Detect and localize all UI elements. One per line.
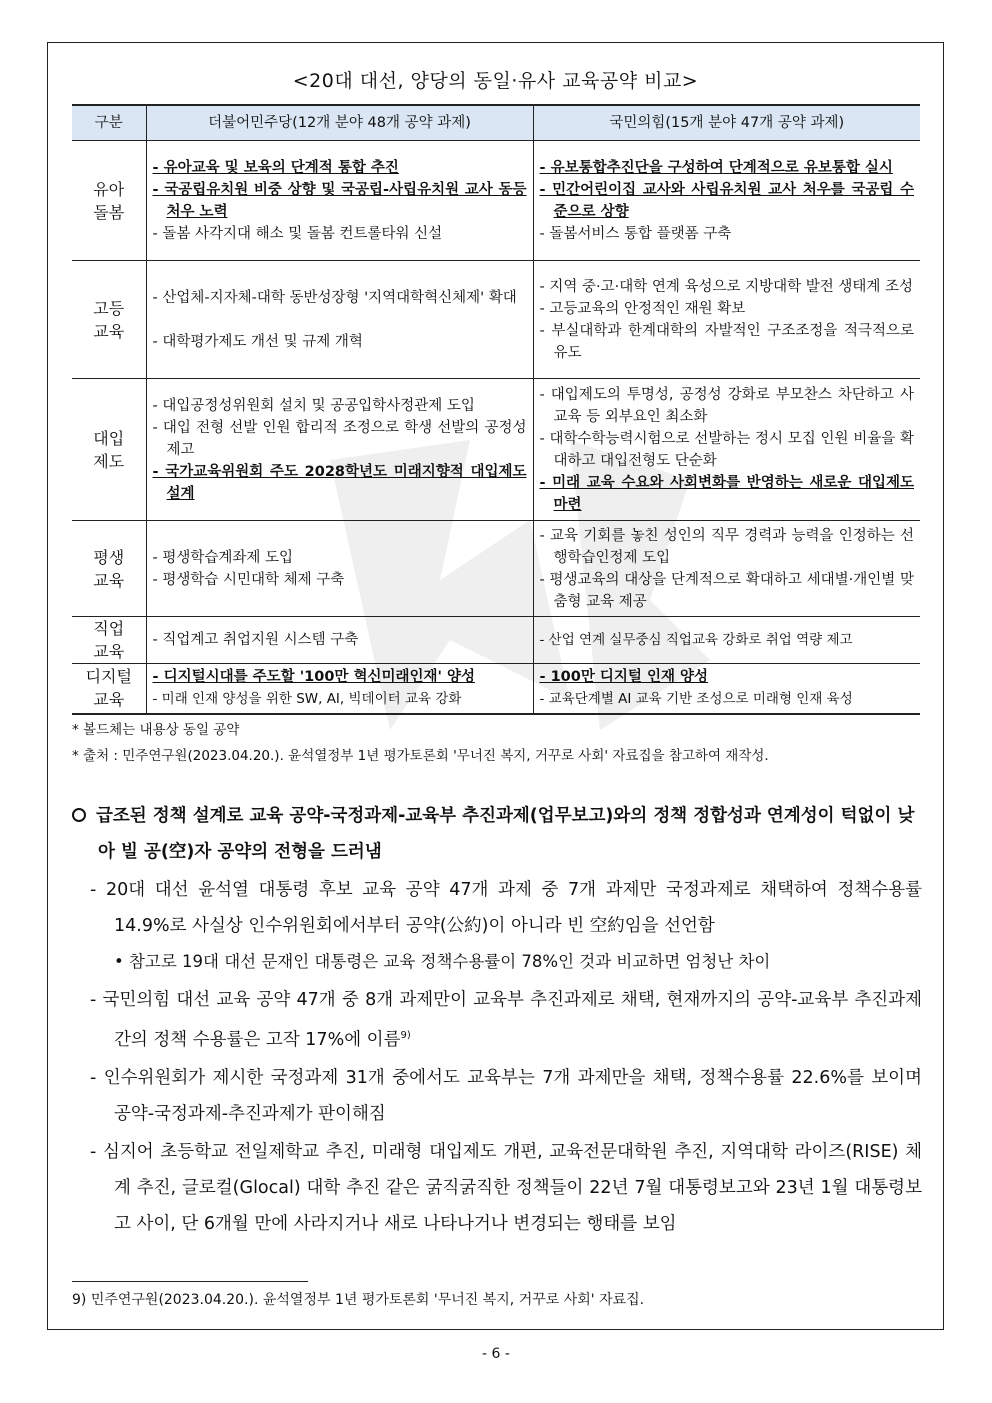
row-category: 고등 교육 xyxy=(72,261,146,379)
analysis-section xyxy=(72,798,922,1242)
pledge-item: - 지역 중·고·대학 연계 육성으로 지방대학 발전 생태계 조성 xyxy=(539,278,913,295)
pledge-item: - 고등교육의 안정적인 재원 확보 xyxy=(539,300,746,317)
footnote: 9) 민주연구원(2023.04.20.). 윤석열정부 1년 평가토론회 '무너진 복지, 거꾸로 사회' 자료집. xyxy=(72,1292,645,1308)
pledge-item: - 평생학습 시민대학 체제 구축 xyxy=(152,571,345,588)
dem-pledges xyxy=(146,261,533,379)
pledge-item: - 유아교육 및 보육의 단계적 통합 추진 xyxy=(152,159,399,176)
header-democratic-party: 더불어민주당(12개 분야 48개 공약 과제) xyxy=(146,105,533,141)
ppp-pledges xyxy=(533,141,920,261)
dem-pledges xyxy=(146,664,533,714)
section-heading: 급조된 정책 설계로 교육 공약-국정과제-교육부 추진과제(업무보고)와의 정책 정합성과 연계성이 턱없이 낮아 빌 공(空)자 공약의 전형을 드러냄 xyxy=(72,798,922,870)
paragraph: - 국민의힘 대선 교육 공약 47개 중 8개 과제만이 교육부 추진과제로 채택, 현재까지의 공약-교육부 추진과제 간의 정책 수용률은 고작 17%에 이름$^{9)}$ xyxy=(90,990,922,1050)
pledge-item: - 부실대학과 한계대학의 자발적인 구조조정을 적극적으로 유도 xyxy=(539,322,914,361)
footnote-ref[interactable]: 9) xyxy=(400,1030,411,1041)
pledge-item: - 미래 교육 수요와 사회변화를 반영하는 새로운 대입제도 마련 xyxy=(539,474,914,513)
pledge-item: - 산업체-지자체-대학 동반성장형 '지역대학혁신체제' 확대 xyxy=(152,289,517,306)
note-source: * 출처 : 민주연구원(2023.04.20.). 윤석열정부 1년 평가토론회 '무너진 복지, 거꾸로 사회' 자료집을 참고하여 재작성. xyxy=(72,748,769,764)
pledge-item: - 교육단계별 AI 교육 기반 조성으로 미래형 인재 육성 xyxy=(539,691,853,708)
ppp-pledges xyxy=(533,261,920,379)
paragraph: - 심지어 초등학교 전일제학교 추진, 미래형 대입제도 개편, 교육전문대학원 추진, 지역대학 라이즈(RISE) 체계 추진, 글로컬(Glocal) 대학 추진 같은 굵직굵직한 정책들이 22년 7월 대통령보고와 23년 1월 대통령보고 사이, 단 6개월 만에 사라지거나 새로 나타나거나 변경되는 행태를 보임 xyxy=(90,1141,922,1234)
pledge-item: - 돌봄 사각지대 해소 및 돌봄 컨트롤타워 신설 xyxy=(152,225,443,242)
table-notes xyxy=(72,717,769,769)
pledge-item: - 대입제도의 투명성, 공정성 강화로 부모찬스 차단하고 사교육 등 외부요인 최소화 xyxy=(539,386,914,425)
pledge-item: - 직업계고 취업지원 시스템 구축 xyxy=(152,632,359,648)
pledge-item: - 산업 연계 실무중심 직업교육 강화로 취업 역량 제고 xyxy=(539,632,853,648)
pledge-item: - 대학수학능력시험으로 선발하는 정시 모집 인원 비율을 확대하고 대입전형도 단순화 xyxy=(539,430,914,469)
sub-paragraph: • 참고로 19대 대선 문재인 대통령은 교육 정책수용률이 78%인 것과 비교하면 엄청난 차이 xyxy=(114,952,771,971)
note-bold-meaning: * 볼드체는 내용상 동일 공약 xyxy=(72,722,240,738)
pledge-item: - 대입공정성위원회 설치 및 공공입학사정관제 도입 xyxy=(152,397,475,414)
pledge-item: - 미래 인재 양성을 위한 SW, AI, 빅데이터 교육 강화 xyxy=(152,691,462,708)
row-category: 평생 교육 xyxy=(72,521,146,617)
header-category: 구분 xyxy=(72,105,146,141)
table-title: <20대 대선, 양당의 동일·유사 교육공약 비교> xyxy=(292,70,699,92)
table-header-row xyxy=(72,105,920,141)
pledge-item: - 평생학습계좌제 도입 xyxy=(152,549,294,566)
pledge-item: - 대입 전형 선발 인원 합리적 조정으로 학생 선발의 공정성 제고 xyxy=(152,419,527,458)
row-category: 유아 돌봄 xyxy=(72,141,146,261)
pledge-item: - 유보통합추진단을 구성하여 단계적으로 유보통합 실시 xyxy=(539,159,893,176)
dem-pledges xyxy=(146,617,533,664)
dem-pledges xyxy=(146,379,533,521)
pledge-item: - 100만 디지털 인재 양성 xyxy=(539,669,709,686)
paragraph: - 20대 대선 윤석열 대통령 후보 교육 공약 47개 과제 중 7개 과제만 국정과제로 채택하여 정책수용률 14.9%로 사실상 인수위원회에서부터 공약(公約)이 아니라 빈 空約임을 선언함 xyxy=(90,880,922,936)
ppp-pledges xyxy=(533,617,920,664)
page-number: - 6 - xyxy=(482,1346,510,1362)
paragraph: - 인수위원회가 제시한 국정과제 31개 중에서도 교육부는 7개 과제만을 채택, 정책수용률 22.6%를 보이며 공약-국정과제-추진과제가 판이해짐 xyxy=(90,1067,922,1124)
ppp-pledges xyxy=(533,521,920,617)
pledge-item: - 평생교육의 대상을 단계적으로 확대하고 세대별·개인별 맞춤형 교육 제공 xyxy=(539,571,914,610)
pledge-item: - 교육 기회를 놓친 성인의 직무 경력과 능력을 인정하는 선행학습인정제 도입 xyxy=(539,527,914,566)
pledge-item: - 돌봄서비스 통합 플랫폼 구축 xyxy=(539,225,732,242)
table-row xyxy=(72,521,920,617)
row-category: 대입 제도 xyxy=(72,379,146,521)
table-row xyxy=(72,141,920,261)
header-peoples-power-party: 국민의힘(15개 분야 47개 공약 과제) xyxy=(533,105,920,141)
dem-pledges xyxy=(146,141,533,261)
row-category: 디지털 교육 xyxy=(72,664,146,714)
ppp-pledges xyxy=(533,379,920,521)
footnote-divider xyxy=(72,1281,308,1282)
row-category: 직업 교육 xyxy=(72,617,146,664)
table-row xyxy=(72,261,920,379)
dem-pledges xyxy=(146,521,533,617)
pledge-item: - 대학평가제도 개선 및 규제 개혁 xyxy=(152,333,363,350)
pledge-item: - 디지털시대를 주도할 '100만 혁신미래인재' 양성 xyxy=(152,669,476,686)
pledge-item: - 국공립유치원 비중 상향 및 국공립-사립유치원 교사 동등 처우 노력 xyxy=(152,181,527,220)
ppp-pledges xyxy=(533,664,920,714)
table-row xyxy=(72,664,920,714)
hollow-circle-bullet-icon xyxy=(72,808,86,822)
pledge-comparison-table xyxy=(72,104,920,715)
pledge-item: - 민간어린이집 교사와 사립유치원 교사 처우를 국공립 수준으로 상향 xyxy=(539,181,914,220)
pledge-item: - 국가교육위원회 주도 2028학년도 미래지향적 대입제도 설계 xyxy=(152,463,527,502)
table-row xyxy=(72,379,920,521)
table-row xyxy=(72,617,920,664)
